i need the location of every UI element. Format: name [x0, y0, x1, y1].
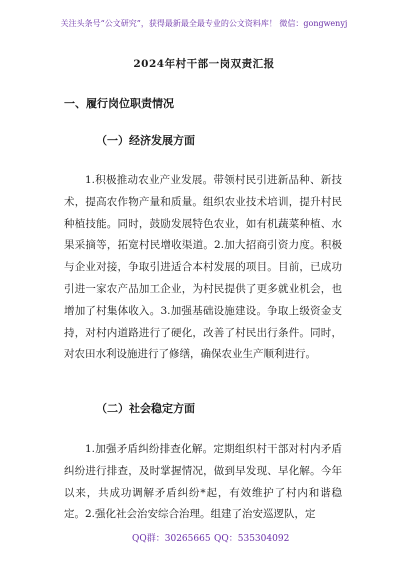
document-title: 2024年村干部一岗双责汇报 — [133, 58, 275, 70]
promo-banner: 关注头条号“公文研究”，获得最新最全最专业的公文资料库！ 微信：gongwenyj — [60, 19, 348, 28]
paragraph-stability: 1.加强矛盾纠纷排查化解。定期组织村干部对村内矛盾纠纷进行排查，及时掌握情况，做到早发现、早化解。今年以来，共成功调解矛盾纠纷*起，有效维护了村内和谐稳定。2.强化社会治安综合治理。组建了治安巡逻队，定 — [64, 443, 342, 521]
footer-qq-group: QQ群：30265665 — [132, 534, 211, 544]
subsection-heading-stability: （二）社会稳定方面 — [96, 402, 195, 415]
subsection-heading-economy: （一）经济发展方面 — [96, 134, 195, 147]
paragraph-economy: 1.积极推动农业产业发展。带领村民引进新品种、新技术，提高农作物产量和质量。组织农业技术培训，提升村民种植技能。同时，鼓励发展特色农业，如有机蔬菜种植、水果采摘等，拓宽村民增收渠道。2.加大招商引资力度。积极与企业对接，争取引进适合本村发展的项目。目前，已成功引进一家农产品加工企业，为村民提供了更多就业机会，也增加了村集体收入。3.加强基础设施建设。争取上级资金支持，对村内道路进行了硬化，改善了村民出行条件。同时，对农田水利设施进行了修缮，确保农业生产顺利进行。 — [64, 174, 342, 361]
section-heading-duties: 一、履行岗位职责情况 — [64, 97, 174, 110]
footer-qq-contact: QQ：535304092 — [214, 534, 290, 544]
